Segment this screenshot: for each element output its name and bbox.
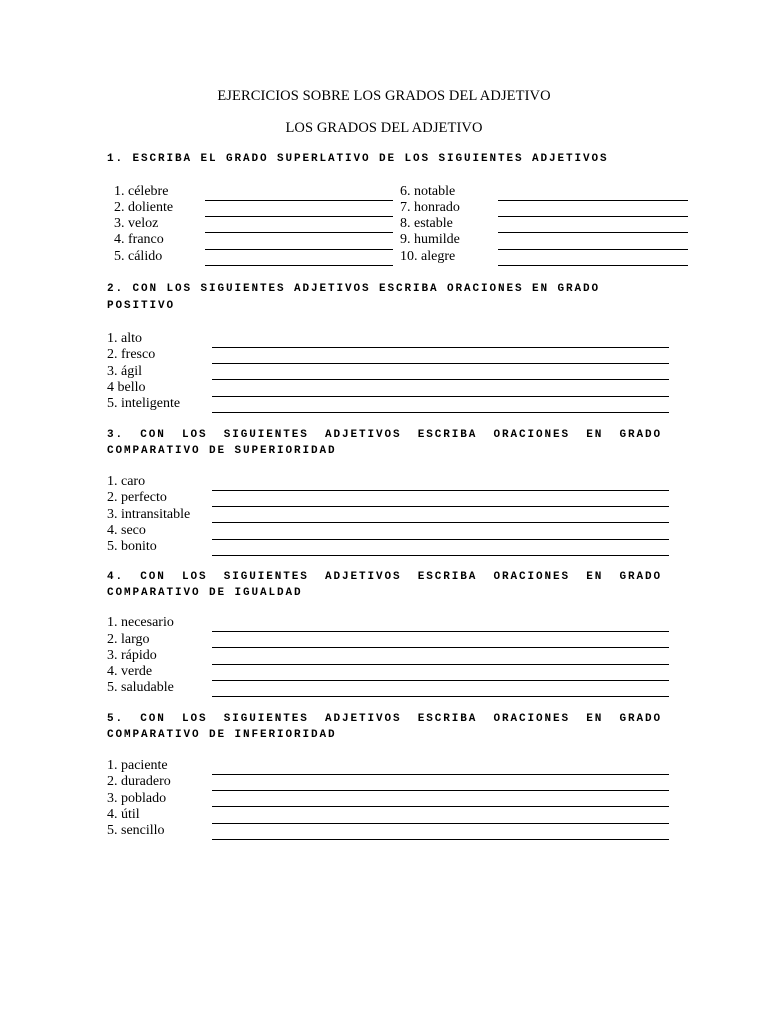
s1-left-item: 2. doliente xyxy=(114,200,174,215)
answer-line[interactable] xyxy=(212,396,669,397)
s5-item: 2. duradero xyxy=(107,774,171,789)
answer-line[interactable] xyxy=(212,790,669,791)
answer-line[interactable] xyxy=(212,774,669,775)
s2-item: 3. ágil xyxy=(107,364,142,379)
answer-line[interactable] xyxy=(212,631,669,632)
section-4-heading: 4. CON LOS SIGUIENTES ADJETIVOS ESCRIBA ORACIONES EN GRADO COMPARATIVO DE IGUALDAD xyxy=(107,571,662,599)
section-1-heading: 1. ESCRIBA EL GRADO SUPERLATIVO DE LOS SIGUIENTES ADJETIVOS xyxy=(107,153,609,165)
s4-item: 2. largo xyxy=(107,632,150,647)
s4-item: 5. saludable xyxy=(107,680,174,695)
answer-line[interactable] xyxy=(212,806,669,807)
s1-right-item: 10. alegre xyxy=(400,249,456,264)
answer-line[interactable] xyxy=(205,216,393,217)
s1-right-item: 7. honrado xyxy=(400,200,460,215)
s3-item: 3. intransitable xyxy=(107,507,191,522)
page-subtitle: LOS GRADOS DEL ADJETIVO xyxy=(285,120,483,136)
answer-line[interactable] xyxy=(212,823,669,824)
s2-item: 4 bello xyxy=(107,380,146,395)
answer-line[interactable] xyxy=(205,232,393,233)
s4-item: 4. verde xyxy=(107,664,153,679)
answer-line[interactable] xyxy=(212,647,669,648)
s1-left-item: 3. veloz xyxy=(114,216,159,231)
answer-line[interactable] xyxy=(205,200,393,201)
answer-line[interactable] xyxy=(212,555,669,556)
s1-right-item: 8. estable xyxy=(400,216,453,231)
s3-item: 4. seco xyxy=(107,523,146,538)
section-2-heading: 2. CON LOS SIGUIENTES ADJETIVOS ESCRIBA ORACIONES EN GRADO POSITIVO xyxy=(107,283,601,312)
s5-item: 4. útil xyxy=(107,807,140,822)
answer-line[interactable] xyxy=(212,347,669,348)
s3-item: 5. bonito xyxy=(107,539,157,554)
s3-item: 1. caro xyxy=(107,474,146,489)
answer-line[interactable] xyxy=(212,412,669,413)
answer-line[interactable] xyxy=(212,490,669,491)
answer-line[interactable] xyxy=(212,506,669,507)
s4-item: 3. rápido xyxy=(107,648,157,663)
answer-line[interactable] xyxy=(212,522,669,523)
answer-line[interactable] xyxy=(212,664,669,665)
answer-line[interactable] xyxy=(212,696,669,697)
page-title: EJERCICIOS SOBRE LOS GRADOS DEL ADJETIVO xyxy=(217,88,551,104)
answer-line[interactable] xyxy=(498,200,688,201)
answer-line[interactable] xyxy=(212,539,669,540)
s5-item: 5. sencillo xyxy=(107,823,165,838)
s5-item: 3. poblado xyxy=(107,791,167,806)
answer-line[interactable] xyxy=(205,265,393,266)
answer-line[interactable] xyxy=(498,232,688,233)
s1-left-item: 5. cálido xyxy=(114,249,163,264)
s1-left-item: 4. franco xyxy=(114,232,164,247)
s4-item: 1. necesario xyxy=(107,615,174,630)
answer-line[interactable] xyxy=(498,249,688,250)
s2-item: 2. fresco xyxy=(107,347,156,362)
s2-item: 1. alto xyxy=(107,331,142,346)
section-5-heading: 5. CON LOS SIGUIENTES ADJETIVOS ESCRIBA ORACIONES EN GRADO COMPARATIVO DE INFERIORIDAD xyxy=(107,713,662,741)
answer-line[interactable] xyxy=(212,839,669,840)
answer-line[interactable] xyxy=(212,363,669,364)
s1-right-item: 6. notable xyxy=(400,184,456,199)
answer-line[interactable] xyxy=(212,379,669,380)
answer-line[interactable] xyxy=(205,249,393,250)
section-3-heading: 3. CON LOS SIGUIENTES ADJETIVOS ESCRIBA ORACIONES EN GRADO COMPARATIVO DE SUPERIORIDAD xyxy=(107,429,662,457)
answer-line[interactable] xyxy=(212,680,669,681)
s3-item: 2. perfecto xyxy=(107,490,167,505)
answer-line[interactable] xyxy=(498,216,688,217)
s2-item: 5. inteligente xyxy=(107,396,181,411)
s1-left-item: 1. célebre xyxy=(114,184,169,199)
answer-line[interactable] xyxy=(498,265,688,266)
s5-item: 1. paciente xyxy=(107,758,168,773)
s1-right-item: 9. humilde xyxy=(400,232,460,247)
